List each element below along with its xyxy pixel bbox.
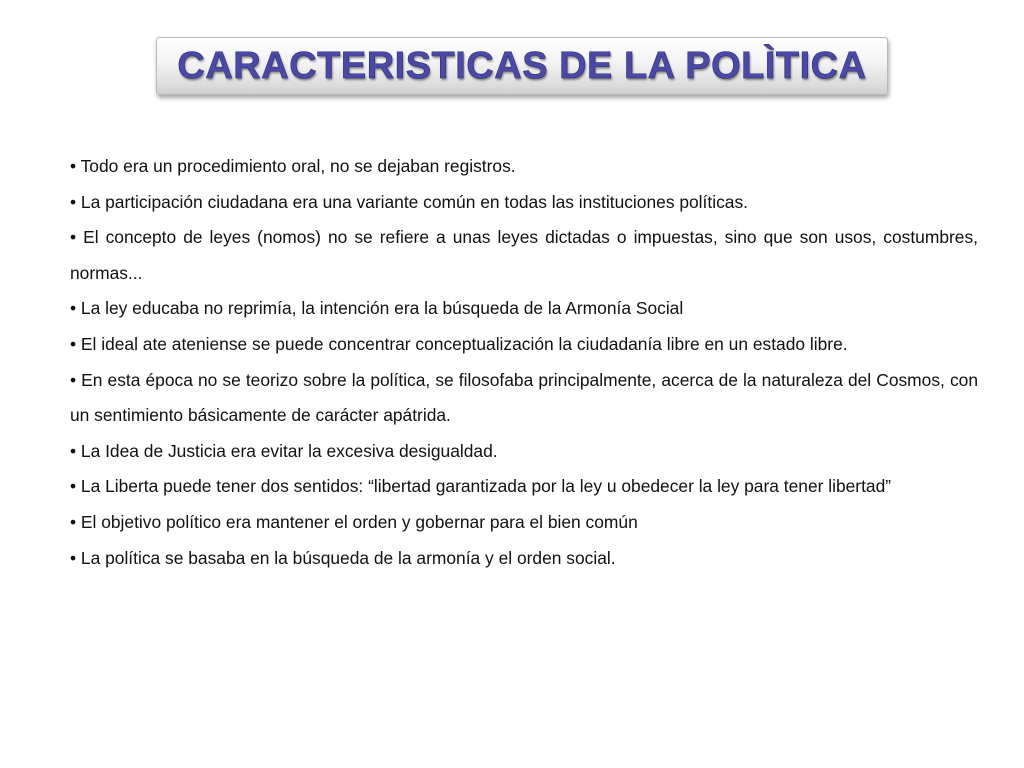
bullet-item: • La Idea de Justicia era evitar la excesiva desigualdad.: [70, 440, 498, 461]
bullet-item: • En esta época no se teorizo sobre la política, se filosofaba principalmente, acerca de la naturaleza del Cosmos, con un sentimiento básicamente de carácter apátrida.: [70, 369, 978, 426]
bullet-item: • El concepto de leyes (nomos) no se refiere a unas leyes dictadas o impuestas, sino que son usos, costumbres, normas...: [70, 227, 978, 283]
bullet-item: • Todo era un procedimiento oral, no se dejaban registros.: [70, 156, 516, 176]
slide-title: CARACTERISTICAS DE LA POLÌTICA: [177, 44, 867, 87]
bullet-item: • La ley educaba no reprimía, la intención era la búsqueda de la Armonía Social: [70, 298, 684, 319]
bullet-list: [70, 149, 978, 576]
bullet-item: • El ideal ate ateniense se puede concentrar conceptualización la ciudadanía libre en un estado libre.: [70, 333, 848, 354]
bullet-item: • La Liberta puede tener dos sentidos: “libertad garantizada por la ley u obedecer la ley para tener libertad”: [70, 476, 892, 497]
title-box: [156, 37, 888, 95]
bullet-item: • El objetivo político era mantener el orden y gobernar para el bien común: [70, 511, 638, 532]
bullet-item: • La participación ciudadana era una variante común en todas las instituciones políticas.: [70, 191, 748, 212]
bullet-item: • La política se basaba en la búsqueda de la armonía y el orden social.: [70, 547, 616, 568]
